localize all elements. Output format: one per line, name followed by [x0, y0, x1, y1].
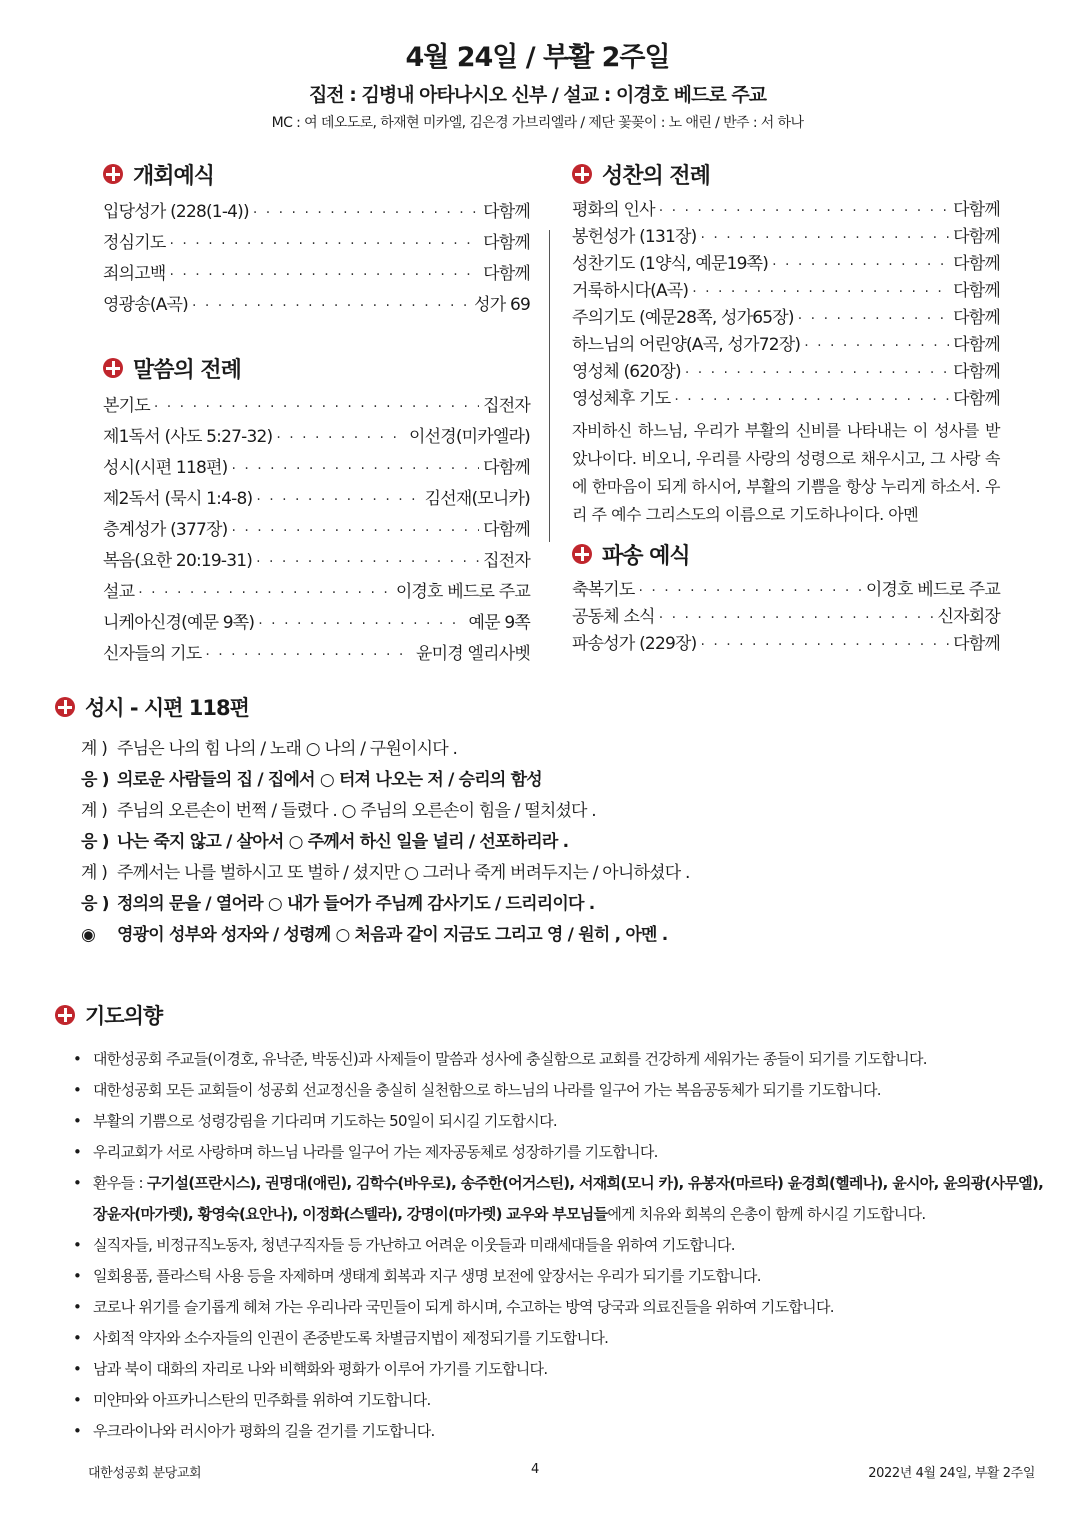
service-item-row	[572, 224, 1000, 251]
service-item-label: 봉헌성가 (131장)	[572, 227, 697, 247]
service-item-row	[572, 359, 1000, 386]
dot-leader	[700, 632, 949, 659]
service-item-label: 본기도	[103, 396, 150, 416]
roles-line: MC : 여 데오도로, 하재현 미카엘, 김은경 가브리엘라 / 제단 꽃꽂이 : 노 애린 / 반주 : 서 하나	[271, 115, 804, 131]
intention-item: • 일회용품, 플라스틱 사용 등을 자제하며 생태계 회복과 지구 생명 보전에 앞장서는 우리가 되기를 기도합니다.	[93, 1261, 1045, 1292]
service-item-row	[103, 484, 530, 515]
page-title: 4월 24일 / 부활 2주일	[405, 42, 670, 73]
section-title: 말씀의 전례	[133, 357, 241, 383]
service-item-row	[103, 228, 530, 259]
psalm-line	[81, 858, 1025, 889]
dot-leader	[170, 229, 480, 260]
cross-icon	[103, 164, 123, 184]
service-item-row	[103, 577, 530, 608]
cross-icon	[572, 544, 592, 564]
sick-names: 구기설(프란시스), 권명대(애린), 김학수(바우로), 송주한(어거스틴), 서재희(모니 카), 유봉자(마르타) 윤경희(헬레나), 윤시아, 윤의광(사무엘), 장윤자(마가렛), 황영숙(요안나), 이정화(스텔라), 강명이(마가렛) 교우와 부모님들	[93, 1174, 1044, 1223]
cross-icon	[572, 164, 592, 184]
dot-leader	[685, 360, 949, 387]
service-item-label: 설교	[103, 582, 135, 602]
psalm-text: 나는 죽지 않고 / 살아서 ○ 주께서 하신 일을 널리 / 선포하리라 .	[117, 832, 569, 852]
psalm-text: 의로운 사람들의 집 / 집에서 ○ 터져 나오는 저 / 승리의 함성	[117, 770, 542, 790]
section-heading-opening	[103, 157, 530, 191]
service-item-row	[572, 197, 1000, 224]
service-item-value: 다함께	[953, 281, 1000, 301]
page-header	[0, 40, 1075, 134]
service-item-value: 다함께	[953, 308, 1000, 328]
intentions-section	[55, 998, 1045, 1447]
section-title: 성시 - 시편 118편	[85, 696, 249, 720]
celebrant-line: 집전 : 김병내 아타나시오 신부 / 설교 : 이경호 베드로 주교	[308, 84, 767, 106]
service-item-value: 이경호 베드로 주교	[395, 582, 530, 602]
dot-leader	[276, 423, 405, 454]
column-divider	[549, 230, 550, 542]
dot-leader	[256, 547, 479, 578]
intention-item: • 우크라이나와 러시아가 평화의 길을 걷기를 기도합니다.	[93, 1416, 1045, 1447]
cross-icon	[55, 1005, 75, 1025]
dot-leader	[154, 392, 479, 423]
dot-leader	[192, 291, 470, 322]
service-item-label: 영성체 (620장)	[572, 362, 681, 382]
cross-icon	[103, 358, 123, 378]
dot-leader	[772, 252, 949, 279]
service-item-label: 층계성가 (377장)	[103, 520, 228, 540]
service-item-row	[572, 577, 1000, 604]
service-item-value: 다함께	[953, 254, 1000, 274]
intention-item: • 우리교회가 서로 사랑하며 하느님 나라를 일구어 가는 제자공동체로 성장하기를 기도합니다.	[93, 1137, 1045, 1168]
service-item-value: 집전자	[483, 396, 530, 416]
service-item-row	[103, 290, 530, 321]
psalm-line	[81, 920, 1025, 951]
dot-leader	[804, 333, 949, 360]
dot-leader	[170, 260, 480, 291]
dot-leader	[231, 454, 479, 485]
footer-date: 2022년 4월 24일, 부활 2주일	[868, 1466, 1035, 1481]
service-item-label: 죄의고백	[103, 264, 166, 284]
intention-item: • 대한성공회 주교들(이경호, 유낙준, 박동신)과 사제들이 말씀과 성사에 충실함으로 교회를 건강하게 세워가는 종들이 되기를 기도합니다.	[93, 1044, 1045, 1075]
service-item-row	[572, 631, 1000, 658]
psalm-text: 주께서는 나를 벌하시고 또 벌하 / 셨지만 ○ 그러나 죽게 버려두지는 / 아니하셨다 .	[117, 863, 690, 883]
psalm-text: 정의의 문을 / 열어라 ○ 내가 들어가 주님께 감사기도 / 드리리이다 .	[117, 894, 595, 914]
service-item-row	[572, 278, 1000, 305]
service-item-row	[103, 422, 530, 453]
eucharist-items	[572, 197, 1000, 413]
service-item-row	[572, 386, 1000, 413]
section-heading-dismissal	[572, 537, 1000, 571]
service-item-value: 예문 9쪽	[468, 613, 530, 633]
service-item-value: 다함께	[953, 335, 1000, 355]
service-item-row	[103, 197, 530, 228]
dismissal-items	[572, 577, 1000, 658]
psalm-speaker: 계 )	[81, 801, 108, 821]
service-item-label: 성시(시편 118편)	[103, 458, 228, 478]
service-item-row	[572, 251, 1000, 278]
section-title: 파송 예식	[602, 543, 690, 569]
service-item-value: 다함께	[483, 458, 530, 478]
section-heading-eucharist	[572, 157, 1000, 191]
psalm-speaker: 응 )	[81, 894, 109, 914]
service-item-label: 니케아신경(예문 9쪽)	[103, 613, 255, 633]
service-item-row	[103, 391, 530, 422]
service-item-label: 평화의 인사	[572, 200, 655, 220]
service-item-label: 하느님의 어린양(A곡, 성가72장)	[572, 335, 801, 355]
intention-item: • 미얀마와 아프카니스탄의 민주화를 위하여 기도합니다.	[93, 1385, 1045, 1416]
service-item-row	[103, 608, 530, 639]
dot-leader	[692, 279, 949, 306]
service-item-row	[103, 546, 530, 577]
section-heading-word	[103, 351, 530, 385]
service-item-value: 성가 69	[474, 295, 530, 315]
service-item-label: 복음(요한 20:19-31)	[103, 551, 253, 571]
psalm-speaker: 응 )	[81, 770, 109, 790]
service-item-value: 집전자	[483, 551, 530, 571]
cross-icon	[55, 697, 75, 717]
psalm-speaker: 계 )	[81, 863, 108, 883]
intention-item: • 부활의 기쁨으로 성령강림을 기다리며 기도하는 50일이 되시길 기도합시다.	[93, 1106, 1045, 1137]
service-item-row	[572, 332, 1000, 359]
service-item-row	[103, 259, 530, 290]
service-item-value: 다함께	[953, 634, 1000, 654]
dot-leader	[138, 578, 392, 609]
dot-leader	[253, 198, 479, 229]
section-heading-psalm	[55, 690, 1025, 724]
service-item-label: 파송성가 (229장)	[572, 634, 697, 654]
psalm-text: 주님은 나의 힘 나의 / 노래 ○ 나의 / 구원이시다 .	[117, 739, 458, 759]
psalm-line	[81, 796, 1025, 827]
dot-leader	[258, 609, 464, 640]
psalm-speaker: ◉	[81, 925, 96, 945]
service-item-value: 다함께	[953, 227, 1000, 247]
service-item-value: 다함께	[483, 520, 530, 540]
psalm-text: 주님의 오른손이 번쩍 / 들렸다 . ○ 주님의 오른손이 힘을 / 떨치셨다 .	[117, 801, 596, 821]
service-item-label: 공동체 소식	[572, 607, 655, 627]
service-item-label: 제2독서 (묵시 1:4-8)	[103, 489, 253, 509]
service-item-row	[103, 639, 530, 670]
psalm-speaker: 계 )	[81, 739, 108, 759]
left-column	[103, 157, 530, 670]
opening-items	[103, 197, 530, 321]
dot-leader	[798, 306, 949, 333]
service-item-label: 제1독서 (사도 5:27-32)	[103, 427, 273, 447]
service-item-label: 신자들의 기도	[103, 644, 202, 664]
section-title: 성찬의 전례	[602, 163, 710, 189]
intention-item: • 코로나 위기를 슬기롭게 헤쳐 가는 우리나라 국민들이 되게 하시며, 수고하는 방역 당국과 의료진들을 위하여 기도합니다.	[93, 1292, 1045, 1323]
post-communion-prayer: 자비하신 하느님, 우리가 부활의 신비를 나타내는 이 성사를 받았나이다. 비오니, 우리를 사랑의 성령으로 채우시고, 그 사랑 속에 한마음이 되게 하시어, 부활의 기쁨을 항상 누리게 하소서. 우리 주 예수 그리스도의 이름으로 기도하나이다. 아멘	[572, 421, 1000, 524]
service-item-value: 다함께	[953, 389, 1000, 409]
service-item-row	[572, 604, 1000, 631]
psalm-line	[81, 734, 1025, 765]
footer-page-number: 4	[531, 1462, 539, 1477]
service-item-label: 입당성가 (228(1-4))	[103, 202, 249, 222]
intention-item: • 실직자들, 비정규직노동자, 청년구직자들 등 가난하고 어려운 이웃들과 미래세대들을 위하여 기도합니다.	[93, 1230, 1045, 1261]
service-item-value: 다함께	[483, 202, 530, 222]
dot-leader	[659, 605, 934, 632]
service-item-row	[572, 305, 1000, 332]
psalm-section	[55, 690, 1025, 951]
service-item-value: 이선경(미카엘라)	[408, 427, 530, 447]
dot-leader	[700, 225, 949, 252]
service-item-row	[103, 453, 530, 484]
service-item-value: 윤미경 엘리사벳	[416, 644, 530, 664]
service-item-label: 거룩하시다(A곡)	[572, 281, 689, 301]
psalm-speaker: 응 )	[81, 832, 109, 852]
intention-item: • 남과 북이 대화의 자리로 나와 비핵화와 평화가 이루어 가기를 기도합니다.	[93, 1354, 1045, 1385]
service-item-label: 영성체후 기도	[572, 389, 671, 409]
section-title: 기도의향	[85, 1004, 163, 1028]
service-item-label: 주의기도 (예문28쪽, 성가65장)	[572, 308, 794, 328]
service-item-row	[103, 515, 530, 546]
sick-suffix: 에게 치유와 회복의 은총이 함께 하시길 기도합니다.	[607, 1205, 926, 1223]
service-item-label: 축복기도	[572, 580, 635, 600]
service-item-value: 다함께	[483, 233, 530, 253]
dot-leader	[256, 485, 420, 516]
intentions-list	[55, 1044, 1045, 1447]
intention-item-sick	[93, 1168, 1045, 1230]
service-item-value: 김선재(모니카)	[424, 489, 530, 509]
service-item-value: 다함께	[483, 264, 530, 284]
service-item-value: 다함께	[953, 200, 1000, 220]
dot-leader	[674, 387, 949, 414]
dot-leader	[231, 516, 479, 547]
intention-item: • 사회적 약자와 소수자들의 인권이 존중받도록 차별금지법이 제정되기를 기도합니다.	[93, 1323, 1045, 1354]
psalm-text: 영광이 성부와 성자와 / 성령께 ○ 처음과 같이 지금도 그리고 영 / 원히 , 아멘 .	[117, 925, 668, 945]
service-item-label: 영광송(A곡)	[103, 295, 188, 315]
dot-leader	[659, 198, 949, 225]
psalm-line	[81, 765, 1025, 796]
section-title: 개회예식	[133, 163, 215, 189]
dot-leader	[205, 640, 412, 671]
service-item-value: 신자회장	[937, 607, 1000, 627]
service-item-label: 성찬기도 (1양식, 예문19쪽)	[572, 254, 769, 274]
service-item-value: 이경호 베드로 주교	[865, 580, 1000, 600]
section-heading-intentions	[55, 998, 1045, 1032]
sick-prefix: 환우들 :	[93, 1174, 147, 1192]
psalm-lines	[55, 734, 1025, 951]
right-column	[572, 157, 1000, 658]
psalm-line	[81, 889, 1025, 920]
psalm-line	[81, 827, 1025, 858]
service-item-value: 다함께	[953, 362, 1000, 382]
footer-church: 대한성공회 분당교회	[88, 1466, 202, 1481]
service-item-label: 정심기도	[103, 233, 166, 253]
dot-leader	[639, 578, 862, 605]
word-items	[103, 391, 530, 670]
intention-item: • 대한성공회 모든 교회들이 성공회 선교정신을 충실히 실천함으로 하느님의 나라를 일구어 가는 복음공동체가 되기를 기도합니다.	[93, 1075, 1045, 1106]
